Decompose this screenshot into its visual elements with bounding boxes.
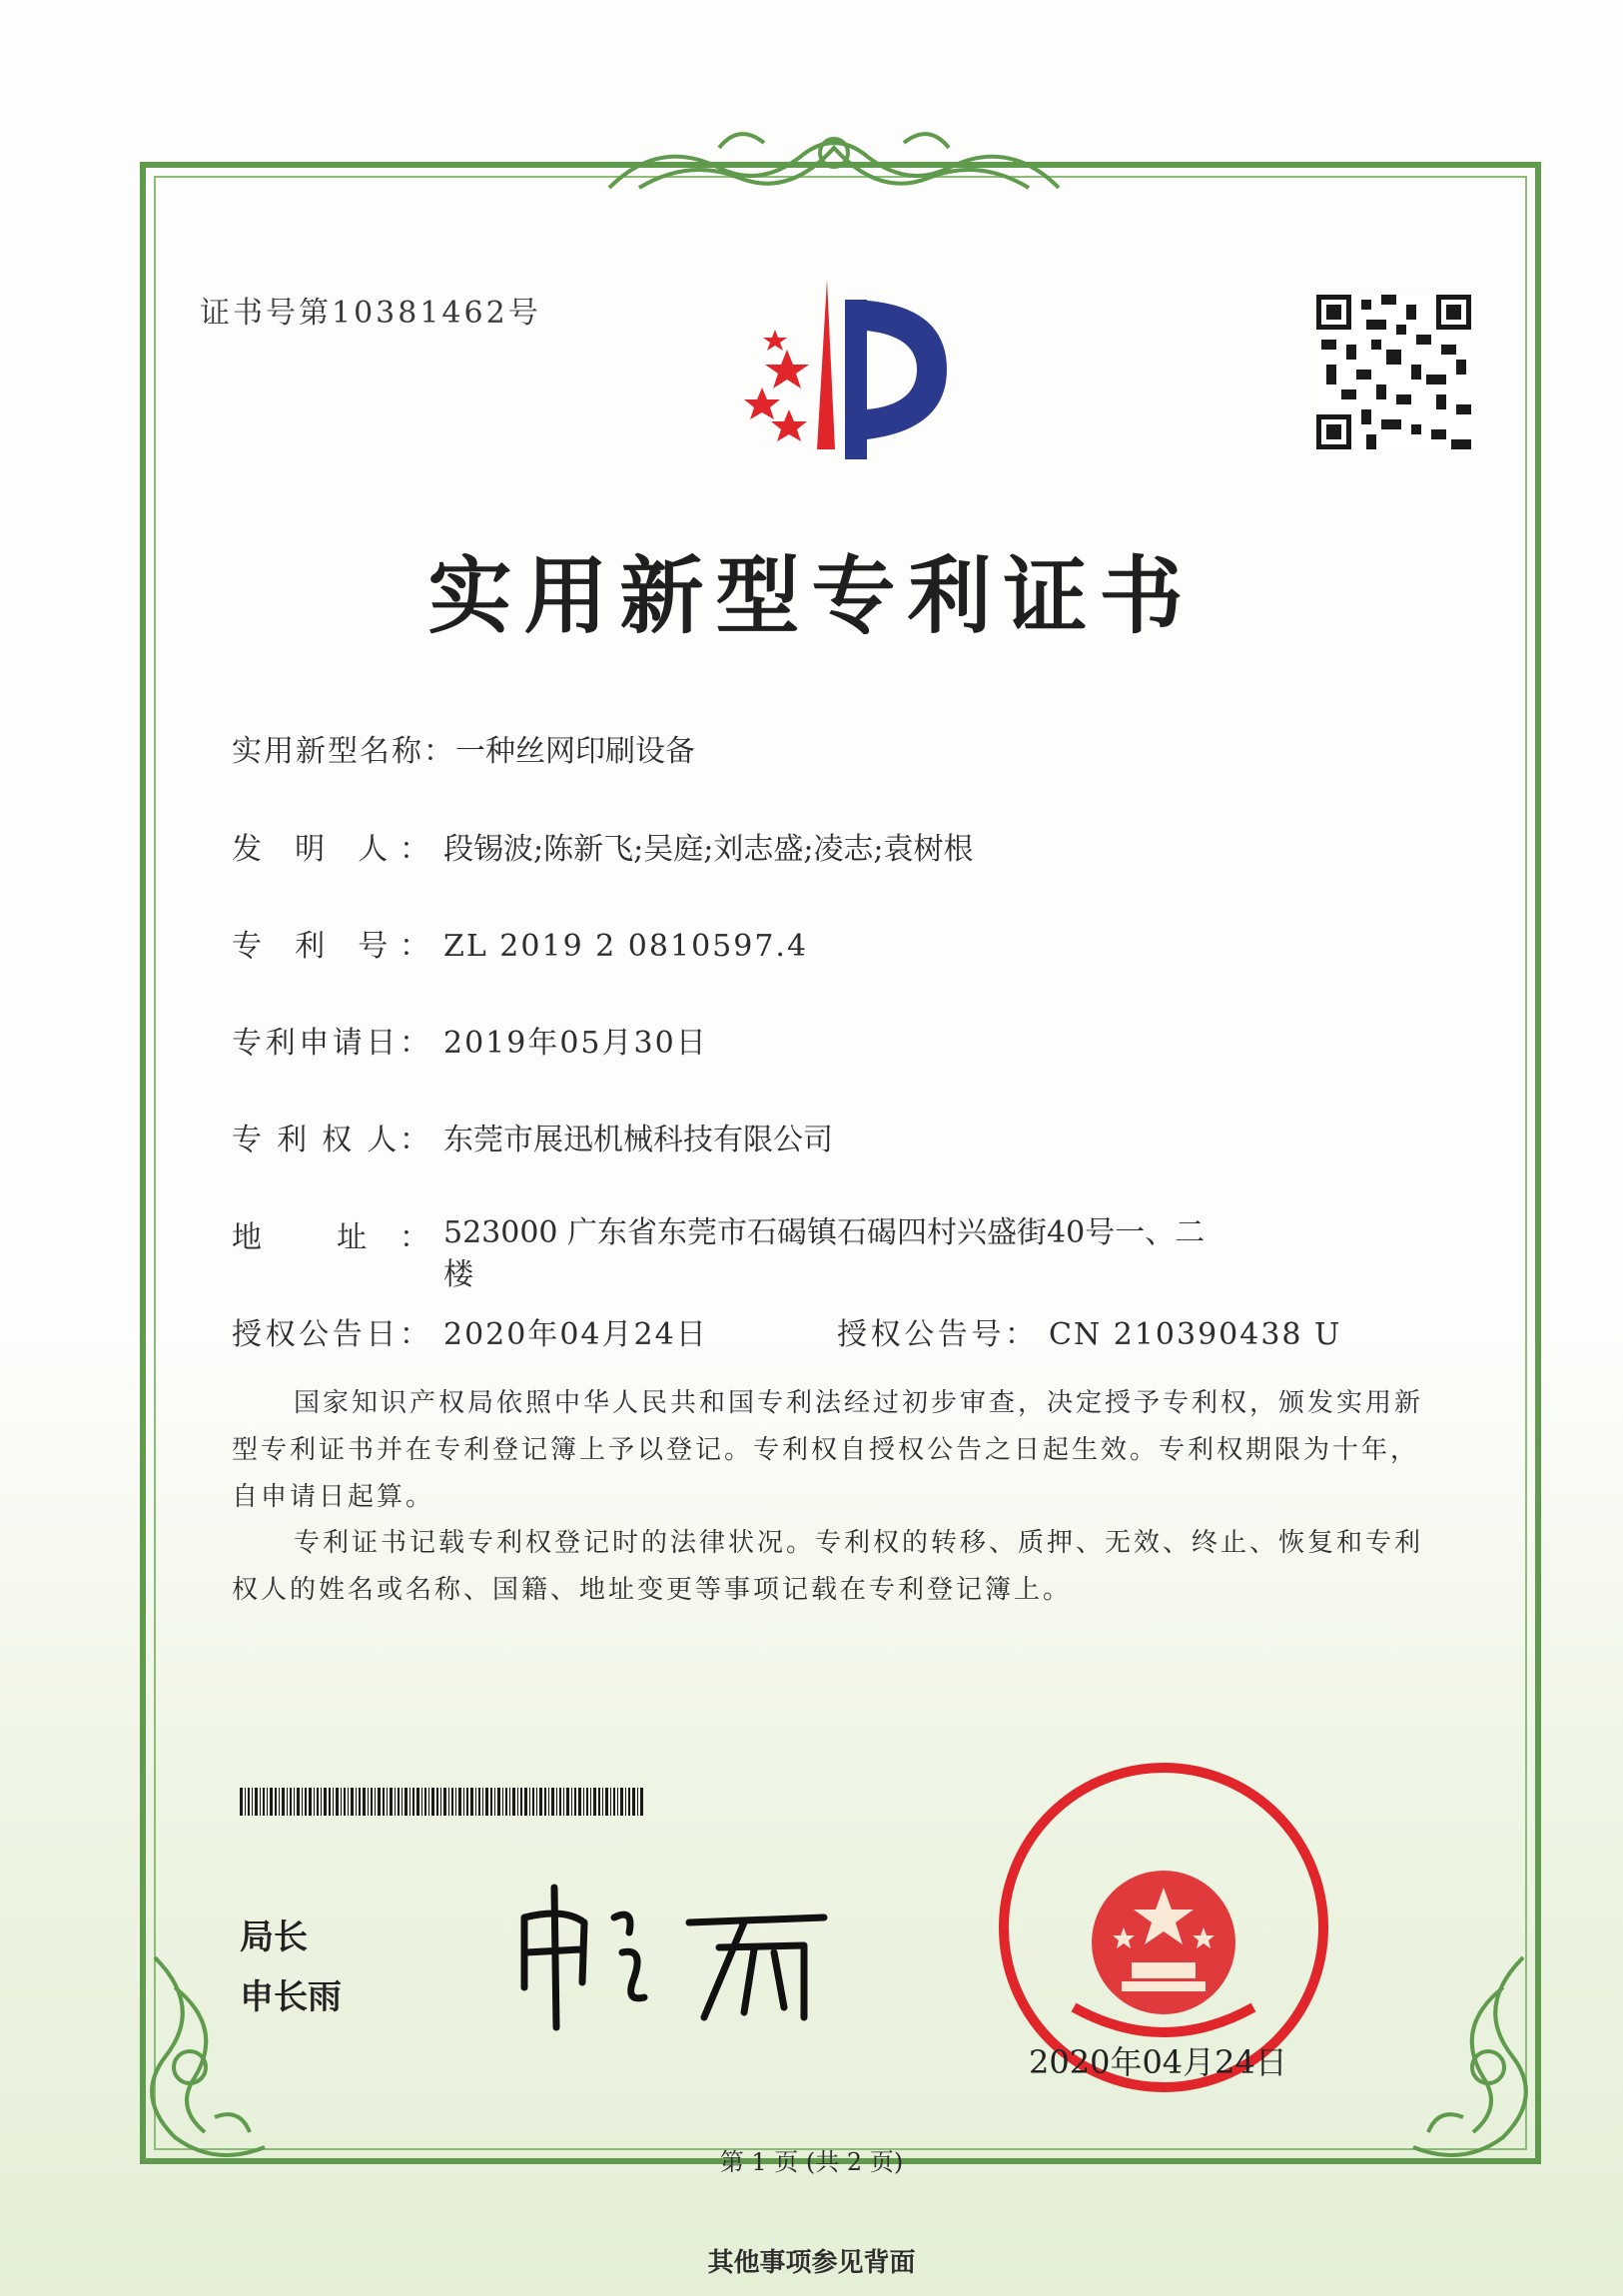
utility-model-name-label: 实用新型名称：: [232, 734, 455, 769]
patent-number-value: ZL 2019 2 0810597.4: [443, 929, 809, 964]
page-title: 实用新型专利证书: [427, 547, 1196, 645]
director-title: 局长: [240, 1917, 308, 1957]
filing-date-label: 专利申请日：: [232, 1026, 431, 1061]
patentee-label: 专 利 权 人：: [232, 1123, 431, 1157]
patent-number-label: 专 利 号：: [232, 929, 431, 964]
grant-statement-paragraph: 国家知识产权局依照中华人民共和国专利法经过初步审查，决定授予专利权，颁发实用新型专利证书并在专利登记簿上予以登记。专利权自授权公告之日起生效。专利权期限为十年，自申请日起算。: [232, 1388, 1424, 1512]
grant-number-value: CN 210390438 U: [1049, 1317, 1342, 1352]
seal-date: 2020年04月24日: [1029, 2043, 1287, 2081]
inventor-row: [232, 824, 974, 868]
grant-date-value: 2020年04月24日: [443, 1317, 708, 1352]
patentee-row: [232, 1115, 833, 1158]
page-number: 第 1 页 (共 2 页): [719, 2148, 904, 2176]
inventor-label: 发 明 人：: [232, 832, 431, 867]
address-value-line1: 523000 广东省东莞市石碣镇石碣四村兴盛街40号一、二: [443, 1215, 1206, 1250]
utility-model-name-value: 一种丝网印刷设备: [455, 734, 695, 769]
inventor-value: 段锡波;陈新飞;吴庭;刘志盛;凌志;袁树根: [443, 832, 974, 867]
back-side-note: 其他事项参见背面: [707, 2248, 916, 2278]
grant-date-label: 授权公告日：: [232, 1317, 431, 1352]
barcode-icon: [240, 1788, 644, 1820]
top-ornament-icon: [599, 118, 1069, 208]
address-row: [232, 1212, 1205, 1296]
director-signature-icon: [504, 1878, 844, 2041]
bottom-right-ornament-icon: [1393, 1947, 1543, 2167]
grant-number-row: [837, 1309, 1341, 1353]
address-value-line2: 楼: [443, 1257, 473, 1292]
certificate-number: 证书号第10381462号: [200, 296, 541, 331]
utility-model-name-row: [232, 726, 695, 770]
legal-status-paragraph: 专利证书记载专利权登记时的法律状况。专利权的转移、质押、无效、终止、恢复和专利权人的姓名或名称、国籍、地址变更等事项记载在专利登记簿上。: [232, 1528, 1424, 1605]
patent-office-emblem-icon: [717, 270, 967, 483]
director-name: 申长雨: [240, 1977, 342, 2017]
patent-number-row: [232, 921, 808, 965]
grant-date-row: [232, 1309, 708, 1353]
grant-number-label: 授权公告号：: [837, 1317, 1037, 1352]
patentee-value: 东莞市展迅机械科技有限公司: [443, 1123, 833, 1157]
filing-date-value: 2019年05月30日: [443, 1026, 708, 1061]
filing-date-row: [232, 1018, 708, 1062]
qr-code-icon: [1316, 295, 1471, 453]
address-label: 地 址：: [232, 1220, 431, 1255]
